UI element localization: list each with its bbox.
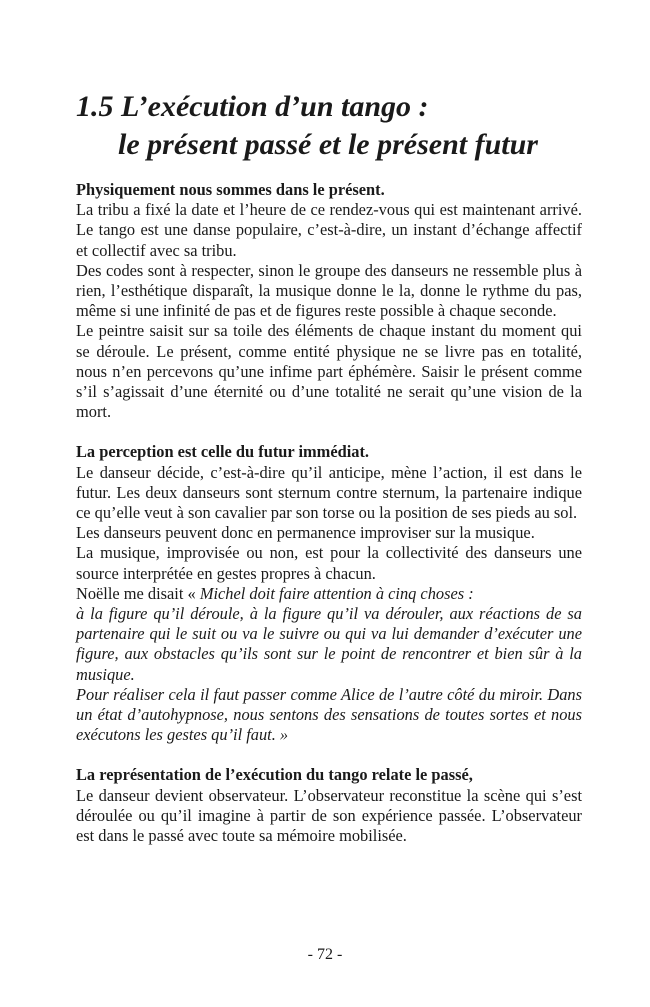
quote-intro: Noëlle me disait «	[76, 583, 200, 603]
body-text	[76, 180, 582, 846]
section-gap	[76, 745, 582, 765]
quote-line: Michel doit faire attention à cinq choses :	[199, 583, 474, 603]
paragraph: La musique, improvisée ou non, est pour la collectivité des danseurs une source interprétée en gestes propres à chacun.	[76, 543, 582, 583]
quote-line: à la figure qu’il déroule, à la figure qu’il va dérouler, aux réactions de sa partenaire qui le suit ou va le suivre ou qui va lui demander d’exécuter une figure, aux obstacles qu’ils sont sur le point de rencontrer et bien sûr à la musique.	[76, 604, 582, 684]
chapter-heading	[76, 88, 596, 164]
paragraph: La tribu a fixé la date et l’heure de ce rendez-vous qui est maintenant arrivé. Le tango est une danse populaire, c’est-à-dire, un instant d’échange affectif et collectif avec sa tribu.	[76, 200, 582, 260]
heading-line-1: 1.5 L’exécution d’un tango :	[76, 90, 429, 123]
paragraph: Le peintre saisit sur sa toile des éléments de chaque instant du moment qui se déroule. Le présent, comme entité physique ne se livre pas en totalité, nous n’en percevons qu’une infime part éphémère. Saisir le présent comme s’il s’agissait d’une éternité ou d’une totalité ne serait qu’une vision de la mort.	[76, 321, 582, 422]
paragraph: Les danseurs peuvent donc en permanence improviser sur la musique.	[76, 523, 535, 543]
quote-line: Pour réaliser cela il faut passer comme Alice de l’autre côté du miroir. Dans un état d’autohypnose, nous sentons des sensations de toutes sortes et nous exécutons les gestes qu’il faut. »	[76, 684, 582, 745]
paragraph: Le danseur décide, c’est-à-dire qu’il anticipe, mène l’action, il est dans le futur. Les deux danseurs sont sternum contre sternum, la partenaire indique ce qu’elle veut à son cavalier par son torse ou la position de ses pieds au sol.	[76, 462, 582, 523]
section-title: La perception est celle du futur immédiat.	[76, 442, 370, 462]
page-number: - 72 -	[307, 946, 343, 963]
section-title: La représentation de l’exécution du tango relate le passé,	[76, 765, 473, 785]
section-gap	[76, 422, 582, 442]
section-title: Physiquement nous sommes dans le présent.	[76, 180, 385, 199]
paragraph: Le danseur devient observateur. L’observateur reconstitue la scène qui s’est déroulée ou qu’il imagine à partir de son expérience passée. L’observateur est dans le passé avec toute sa mémoire mobilisée.	[76, 785, 582, 846]
heading-line-2: le présent passé et le présent futur	[118, 128, 538, 161]
quote-paragraph	[76, 584, 582, 604]
paragraph: Des codes sont à respecter, sinon le groupe des danseurs ne ressemble plus à rien, l’esthétique disparaît, la musique donne le la, donne le rythme du pas, même si une infinité de pas et de figures reste possible à chaque seconde.	[76, 260, 582, 321]
